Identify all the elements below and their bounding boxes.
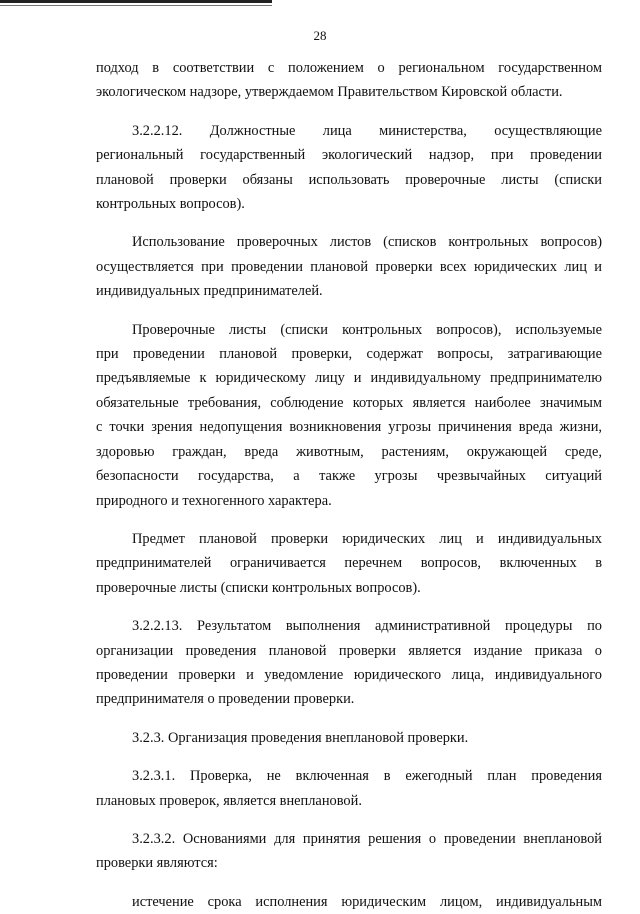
text-line: подход в соответствии с положением о региональном государственном	[96, 60, 602, 76]
text-line: природного и техногенного характера.	[96, 492, 332, 509]
paragraph	[96, 726, 602, 750]
text-line: экологическом надзоре, утверждаемом Правительством Кировской области.	[96, 84, 563, 101]
text-line: с точки зрения недопущения возникновения угрозы причинения вреда жизни,	[96, 419, 602, 436]
text-line: предпринимателей ограничивается перечнем вопросов, включенных в	[96, 555, 602, 572]
paragraph	[96, 764, 602, 813]
text-line: проведении проверки и уведомление юридического лица, индивидуального	[96, 666, 602, 683]
text-line: Предмет плановой проверки юридических лиц и индивидуальных	[132, 530, 602, 547]
text-line: 3.2.2.12. Должностные лица министерства, осуществляющие	[132, 122, 602, 139]
text-line: Проверочные листы (списки контрольных вопросов), используемые	[132, 321, 602, 338]
text-line: организации проведения плановой проверки является издание приказа о	[96, 642, 602, 659]
header-rule	[0, 0, 272, 3]
paragraph	[96, 318, 602, 513]
paragraph	[96, 230, 602, 303]
text-line: плановой проверки обязаны использовать проверочные листы (списки	[96, 171, 602, 188]
text-line: 3.2.3. Организация проведения внеплановой проверки.	[132, 729, 469, 746]
paragraph	[96, 56, 602, 105]
text-line: предпринимателя о проведении проверки.	[96, 691, 355, 708]
text-line: плановых проверок, является внеплановой.	[96, 792, 362, 809]
header-rule-thin	[0, 5, 272, 6]
text-line: индивидуальных предпринимателей.	[96, 283, 323, 300]
text-line: при проведении плановой проверки, содержат вопросы, затрагивающие	[96, 346, 602, 363]
paragraph	[96, 527, 602, 600]
text-line: контрольных вопросов).	[96, 196, 245, 213]
text-line: истечение срока исполнения юридическим лицом, индивидуальным	[132, 893, 602, 910]
text-line: проверочные листы (списки контрольных вопросов).	[96, 579, 421, 596]
text-line: осуществляется при проведении плановой проверки всех юридических лиц и	[96, 258, 602, 275]
paragraph	[96, 827, 602, 876]
text-line: проверки являются:	[96, 855, 218, 872]
document-body	[96, 56, 602, 914]
text-line: обязательные требования, соблюдение которых является наиболее значимым	[96, 394, 602, 411]
text-line: здоровью граждан, вреда животным, растениям, окружающей среде,	[96, 443, 602, 460]
text-line: безопасности государства, а также угрозы чрезвычайных ситуаций	[96, 468, 602, 485]
text-line: региональный государственный экологический надзор, при проведении	[96, 147, 602, 164]
text-line: Использование проверочных листов (списков контрольных вопросов)	[132, 234, 602, 251]
text-line: 3.2.3.2. Основаниями для принятия решения о проведении внеплановой	[132, 830, 602, 847]
text-line: 3.2.2.13. Результатом выполнения административной процедуры по	[132, 618, 602, 635]
paragraph	[96, 890, 602, 914]
page-number: 28	[313, 28, 327, 43]
paragraph	[96, 119, 602, 217]
text-line: 3.2.3.1. Проверка, не включенная в ежегодный план проведения	[132, 768, 602, 785]
text-line: предъявляемые к юридическому лицу и индивидуальному предпринимателю	[96, 370, 602, 387]
paragraph	[96, 614, 602, 712]
